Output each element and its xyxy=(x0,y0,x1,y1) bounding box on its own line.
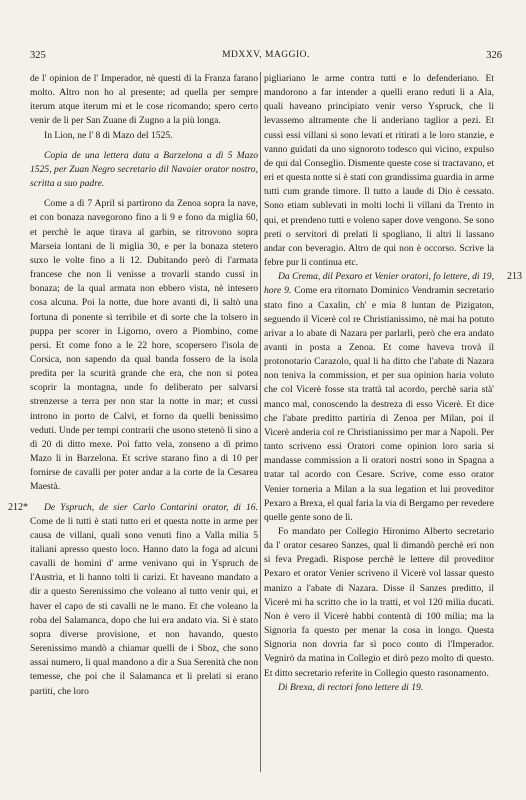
column-divider xyxy=(260,72,261,772)
page-header xyxy=(30,50,502,64)
right-column xyxy=(264,72,522,695)
section-heading: Da Crema, dil Pexaro et Venier oratori, fo lettere, di 19, hore 9. xyxy=(264,271,494,297)
left-column xyxy=(8,72,258,699)
left-page-number: 325 xyxy=(30,50,46,61)
section-heading: De Yspruch, de sier Carlo Contarini orator, di 16. xyxy=(44,501,258,513)
paragraph: pigliariano le arme contra tutti e lo defenderiano. Et mandorono a far intender a quelli erano reduti li a Ala, quali haveano principiato venir verso Yspruck, che li levassemo altramente che li anderiano taglior a pezi. Et cussì essi villani si sono levati et ritirati a le loro stanzie, e vanno guidati da uno signoroto todesco qui vicino, expulso de qui dal Conseglio. Dismente queste cose si tractavano, et eri et questa notte si è stati con grandissima guardia in arme tutti cum grande timore. Il tutto a laude di Dio è cessato. Sono etiam sublevati in molti lochi li villani da Trento in qui, et prendeno tutti e voleno saper dove vengono. Se sono preti o servitori di prelati li spogliano, li altri li lassano andar con beveragio. Altro de qui non è occorso. Scrive la febre pur li continua etc. xyxy=(264,73,494,269)
right-page-number: 326 xyxy=(486,50,502,61)
section-heading: Di Brexa, di rectori fono lettere di 19. xyxy=(278,681,424,693)
section-heading: Copia de una lettera data a Barzelona a dì 5 Mazo 1525, per Zuan Negro secretario dil Navaier orator nostro, scritta a suo padre. xyxy=(30,149,258,190)
paragraph: Come a dì 7 April si partirono da Zenoa sopra la nave, et con bonaza navegorono fino a li 9 e fono da miglia 60, et perchè le aque tirava al garbin, se ritrovono sopra Marseia lontani de li miglia 30, e per la bonaza stetero suxo le volte fino a li 12. Dubitando però di l'armata francese che non li venisse a trovarli stando cussì in bonaza; de la qual armata non ebbero vista, nè intesero cosa alcuna. Poi la notte, due hore avanti dì, li saltò una fortuna di ponente sì terribile et di sorte che la tolsero in puppa per scorer in Ligorno, overo a Piombino, come persi. Et come fono a le 22 hore, scopersero l'isola de Corsica, non sapendo da qual banda fossero de la isola predita per la scurità grande che era, che non si potea scoprir la montagna, unde fo deliberato per salvarsi strenzerse a terra per non star la notte in mar; et cussì introno in porto de Calvi, et forno da quelli benissimo veduti. Unde per tempi contrarii che usono stetenò lì sino a dì 20 di ditto mexe. Poi fatto vela, zonseno a dì primo Mazo lì in Barzelona. Et scrive starano fino a dì 10 per fornirse de cavalli per poter andar a la corte de la Cesarea Maestà. xyxy=(30,198,258,493)
running-title: MDXXV, MAGGIO. xyxy=(222,50,310,60)
marginal-number: 212* xyxy=(8,501,28,513)
section-yspruch xyxy=(8,501,258,699)
letter-date: In Lion, ne l' 8 di Mazo del 1525. xyxy=(44,129,173,141)
section-crema xyxy=(264,270,522,525)
paragraph: Fo mandato per Collegio Hironimo Alberto secretario da l' orator cesareo Sanzes, qual li dimandò perchè eri non si feva Pregadi. Rispose perchè le lettere dil proveditor Pexaro et orator Venier scriveno il Vicerè vol lassar questo manizo a l'abate di Nazara. Disse il Sanzes preditto, il Vicerè mi ha scritto che io la tratti, et vol 120 milia ducati. Non è vero il Vicerè habbi contentà di 100 milia; ma la Signoria fa questo per menar la cosa in longo. Questa Signoria non dovria far sì poco conto di l'Imperador. Vegnirò da matina in Collegio et dirò pezo molto di questo. Et ditto secretario referite in Collegio questo rasonamento. xyxy=(264,526,494,679)
paragraph: Come era ritornato Dominico Vendramin secretario stato fino a Caxalin, ch' e mia 8 luntan de Pizigaton, seguendo il Vicerè col re Christianissimo, nè mai ha potuto arivar a lo abate di Nazara per parlarli, però che era andato avanti in posta a Zenoa. Et come haveva trovà il protonotario Carazolo, qual li ha ditto che l'abate di Nazara non teniva la commission, et per sua opinion haria voluto che col Vicerè fosse sta trattà tal acordo, perchè saria stà' manco mal, conoscendo la destreza di esso Vicerè. Et dice che l'abate preditto partiria di Zenoa per Milan, poi il Vicerè anderia col re Christianissimo per mar a Napoli. Per tanto scriveno essi Oratori come opinion loro saria si mandasse commission a li oratori nostri sono in Spagna a tratar tal acordo con Cesare. Scrive, come esso orator Venier torneria a Milan a la sua legation et lui proveditor Pexaro a Brexa, el qual faria la via di Bergamo per revedere quelle gente sono de lì. xyxy=(264,285,494,523)
paragraph: Come de li tutti è stati tutto eri et questa notte in arme per causa de villani, quali sono venuti fino a Valla milia 5 italiani apresso questo loco. Hanno dato la foga ad alcuni cavalli de homini d' arme venivano qui in Yspruch de l'Austria, et li hanno tolti li carizi. Et haveano mandato a dir a questo Serenissimo che voleano al tutto venir qui, et haver el capo de sti cavalli ne le mano. Et che voleano la roba del Salamanca, dopo che lui era andato via. Si è stato sopra diverse provisione, et non havando, questo Serenissimo mandò a chiamar quelli de i Sboz, che sono assai numero, li qual mandono a dir a Sua Serenità che non temesse, che poi che il Salamanca et li prelati si erano partiti, che loro xyxy=(30,515,258,697)
marginal-number: 213 xyxy=(507,271,522,283)
paragraph: de l' opinion de l' Imperador, nè questi di la Franza farano molto. Altro non ho al presente; ad quella per sempre iterum atque iterum mi et le cose ricomando; spero certo venir de li per San Zuane di Zugno a la più longa. xyxy=(30,73,258,127)
